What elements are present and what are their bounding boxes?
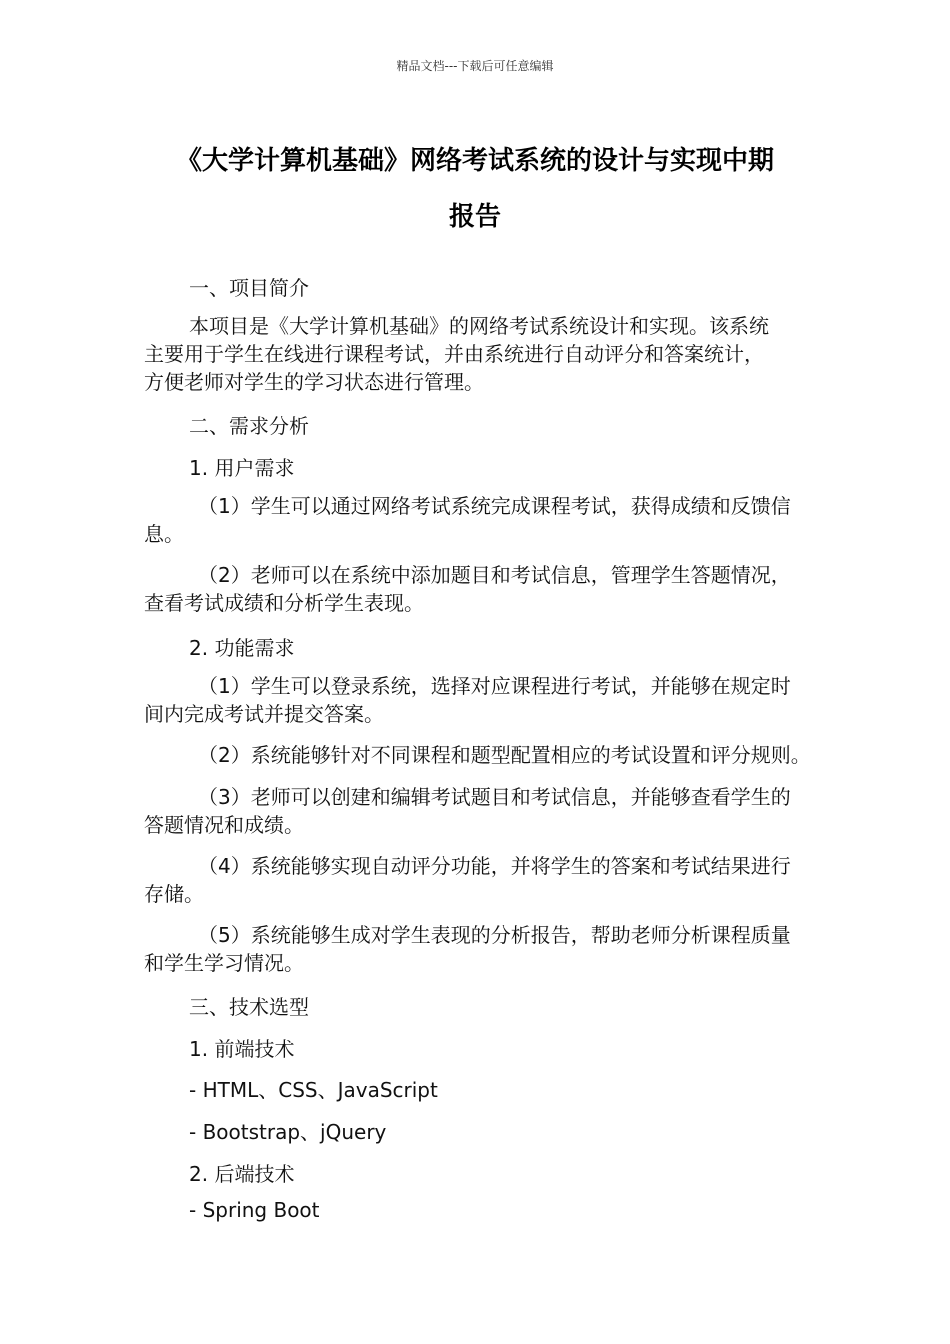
subheading-backend-tech: 2. 后端技术	[189, 1162, 295, 1186]
paragraph-line: 本项目是《大学计算机基础》的网络考试系统设计和实现。该系统	[189, 314, 769, 338]
document-title-line-2: 报告	[448, 202, 501, 232]
section-heading-project-intro: 一、项目简介	[189, 276, 309, 300]
list-item-frontend-tech: - Bootstrap、jQuery	[189, 1120, 387, 1144]
paragraph-line: 存储。	[144, 882, 204, 906]
header-note: 精品文档---下载后可任意编辑	[396, 59, 554, 73]
subheading-frontend-tech: 1. 前端技术	[189, 1037, 295, 1061]
list-item-func-req-5	[144, 921, 816, 977]
subheading-user-requirements: 1. 用户需求	[189, 456, 295, 480]
list-item-frontend-tech: - HTML、CSS、JavaScript	[189, 1078, 438, 1102]
document-title	[140, 133, 810, 245]
paragraph-project-intro	[144, 312, 816, 396]
list-item-user-req-2	[144, 561, 816, 617]
paragraph-line: （1）学生可以通过网络考试系统完成课程考试，获得成绩和反馈信	[198, 494, 791, 518]
list-item-backend-tech: - Spring Boot	[189, 1198, 320, 1222]
paragraph-line: 答题情况和成绩。	[144, 813, 304, 837]
paragraph-line: （2）系统能够针对不同课程和题型配置相应的考试设置和评分规则。	[198, 743, 811, 767]
section-heading-tech-selection: 三、技术选型	[189, 995, 309, 1019]
paragraph-line: 和学生学习情况。	[144, 951, 304, 975]
list-item-func-req-4	[144, 852, 816, 908]
document-title-line-1: 《大学计算机基础》网络考试系统的设计与实现中期	[175, 146, 774, 176]
paragraph-line: （3）老师可以创建和编辑考试题目和考试信息，并能够查看学生的	[198, 785, 791, 809]
paragraph-line: （2）老师可以在系统中添加题目和考试信息，管理学生答题情况，	[198, 563, 791, 587]
list-item-user-req-1	[144, 492, 816, 548]
section-heading-requirements: 二、需求分析	[189, 414, 309, 438]
paragraph-line: 息。	[144, 522, 184, 546]
list-item-func-req-1	[144, 672, 816, 728]
paragraph-line: 间内完成考试并提交答案。	[144, 702, 384, 726]
paragraph-line: 主要用于学生在线进行课程考试，并由系统进行自动评分和答案统计，	[144, 342, 764, 366]
list-item-func-req-2	[144, 741, 816, 769]
paragraph-line: 查看考试成绩和分析学生表现。	[144, 591, 424, 615]
paragraph-line: 方便老师对学生的学习状态进行管理。	[144, 370, 484, 394]
subheading-functional-requirements: 2. 功能需求	[189, 636, 295, 660]
list-item-func-req-3	[144, 783, 816, 839]
paragraph-line: （1）学生可以登录系统，选择对应课程进行考试，并能够在规定时	[198, 674, 791, 698]
paragraph-line: （4）系统能够实现自动评分功能，并将学生的答案和考试结果进行	[198, 854, 791, 878]
paragraph-line: （5）系统能够生成对学生表现的分析报告，帮助老师分析课程质量	[198, 923, 791, 947]
